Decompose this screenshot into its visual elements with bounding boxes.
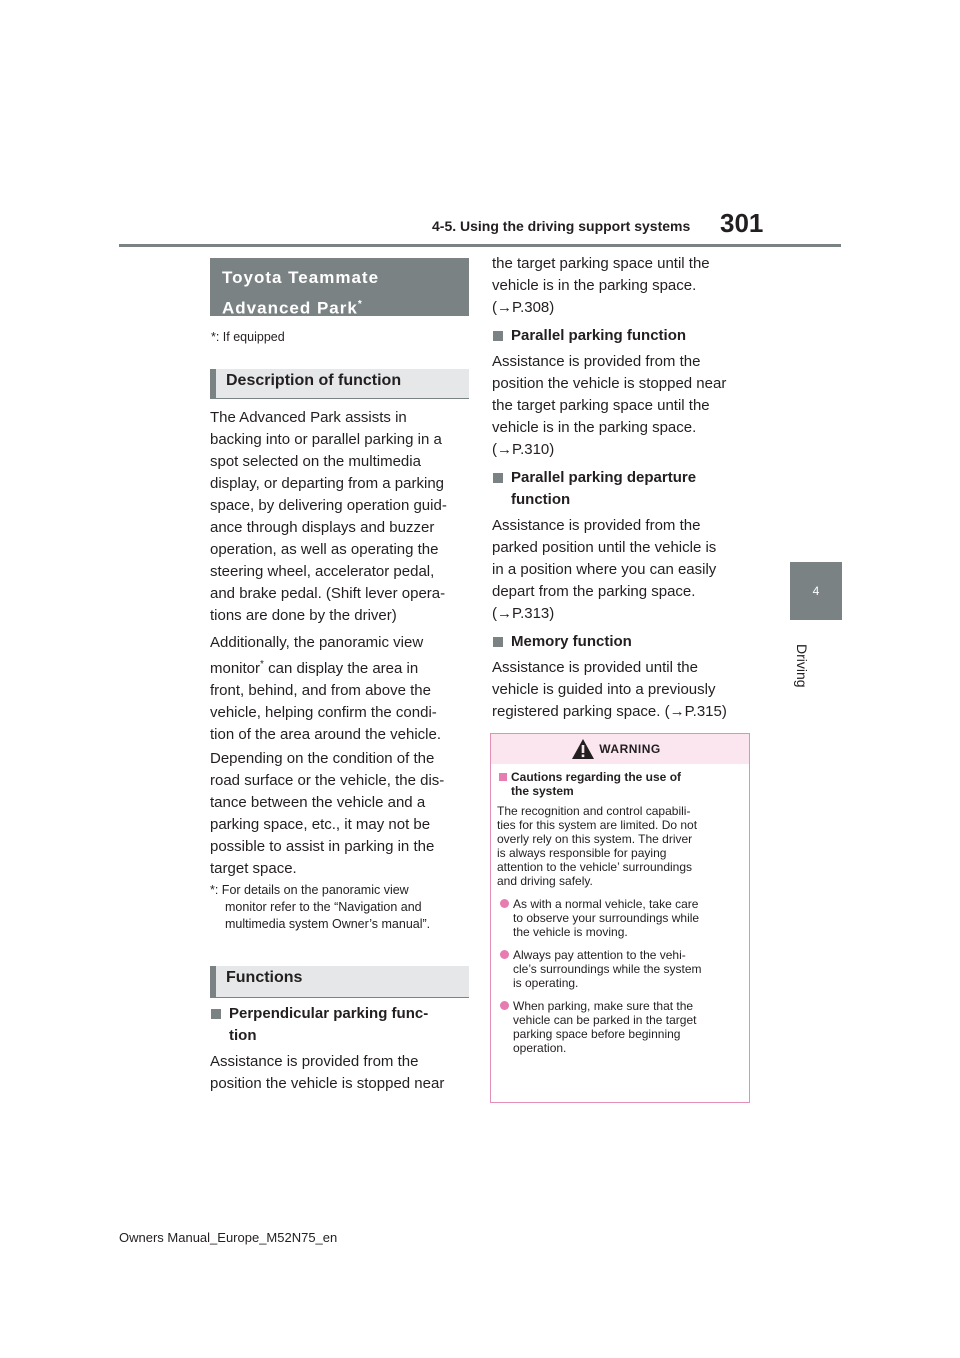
- text-line: overly rely on this system. The driver: [497, 832, 693, 846]
- text-line: operation.: [513, 1041, 567, 1055]
- text-line: position the vehicle is stopped near: [210, 1075, 445, 1092]
- text-line: As with a normal vehicle, take care: [513, 897, 699, 911]
- perpendicular-heading: [210, 1003, 470, 1047]
- heading-line: the system: [511, 784, 574, 798]
- heading-line: function: [511, 491, 571, 508]
- text-line: operation, as well as operating the: [210, 541, 439, 558]
- text-line: and driving safely.: [497, 874, 593, 888]
- text-line: The Advanced Park assists in: [210, 409, 407, 426]
- text-span: monitor: [210, 660, 261, 677]
- caution-body: [497, 804, 745, 888]
- text-line: cle’s surroundings while the system: [513, 962, 702, 976]
- text-line: vehicle can be parked in the target: [513, 1013, 697, 1027]
- warning-box: [490, 733, 750, 1103]
- text-line: The recognition and control capabili-: [497, 804, 691, 818]
- perpendicular-body-continued: [492, 253, 752, 319]
- text-line: parking space before beginning: [513, 1027, 681, 1041]
- text-line: Always pay attention to the vehi-: [513, 948, 686, 962]
- text-line: ties for this system are limited. Do not: [497, 818, 698, 832]
- text-line: steering wheel, accelerator pedal,: [210, 563, 435, 580]
- description-paragraph-3: [210, 748, 470, 880]
- page-reference-link[interactable]: registered parking space. (→P.315): [492, 703, 727, 720]
- text-line: and brake pedal. (Shift lever opera-: [210, 585, 446, 602]
- page-number: 301: [720, 208, 764, 238]
- functions-heading: Functions: [210, 966, 469, 998]
- page-reference-link[interactable]: (→P.308): [492, 299, 555, 316]
- heading-line: Perpendicular parking func-: [229, 1005, 429, 1022]
- perpendicular-body: [210, 1051, 470, 1095]
- text-line: [210, 654, 470, 680]
- text-line: parked position until the vehicle is: [492, 539, 717, 556]
- text-line: depart from the parking space.: [492, 583, 696, 600]
- chapter-number: 4: [812, 584, 820, 598]
- text-line: Assistance is provided from the: [492, 517, 701, 534]
- text-span: can display the area in: [263, 660, 419, 677]
- text-line: space, by delivering operation guid-: [210, 497, 447, 514]
- text-line: front, behind, and from above the: [210, 682, 431, 699]
- heading-line: Cautions regarding the use of: [511, 770, 682, 784]
- description-paragraph-1: [210, 407, 470, 627]
- footnote-line: *: For details on the panoramic view: [210, 883, 409, 897]
- header-rule: [119, 244, 841, 247]
- footnote-line: multimedia system Owner’s manual”.: [225, 917, 431, 931]
- text-line: spot selected on the multimedia: [210, 453, 421, 470]
- footnote-line: monitor refer to the “Navigation and: [225, 900, 422, 914]
- text-line: tion of the area around the vehicle.: [210, 726, 441, 743]
- main-title-text: Advanced Park: [222, 298, 358, 318]
- text-line: the vehicle is moving.: [513, 925, 628, 939]
- description-heading: Description of function: [210, 369, 469, 399]
- main-title-line2: [222, 291, 457, 322]
- heading-line: tion: [229, 1027, 257, 1044]
- text-line: backing into or parallel parking in a: [210, 431, 442, 448]
- main-title-line1: Toyota Teammate: [222, 268, 380, 287]
- chapter-label: Driving: [794, 644, 810, 688]
- heading-line: Parallel parking departure: [511, 469, 697, 486]
- description-paragraph-2: [210, 632, 470, 746]
- parallel-heading: Parallel parking function: [492, 325, 752, 347]
- chapter-tab[interactable]: [790, 562, 842, 620]
- text-line: in a position where you can easily: [492, 561, 717, 578]
- warning-bullet: [497, 999, 745, 1055]
- departure-heading: [492, 467, 752, 511]
- footnote-mark: *: [260, 659, 264, 670]
- text-line: tance between the vehicle and a: [210, 794, 426, 811]
- memory-section: [492, 631, 752, 723]
- text-line: attention to the vehicle’ surroundings: [497, 860, 693, 874]
- caution-heading: [497, 770, 745, 798]
- text-line: vehicle is in the parking space.: [492, 277, 697, 294]
- panoramic-footnote: [210, 882, 470, 933]
- text-line: to observe your surroundings while: [513, 911, 700, 925]
- text-line: parking space, etc., it may not be: [210, 816, 431, 833]
- text-line: Assistance is provided from the: [492, 353, 701, 370]
- main-title-mark: *: [357, 299, 363, 310]
- footer-text: Owners Manual_Europe_M52N75_en: [119, 1230, 338, 1245]
- text-line: position the vehicle is stopped near: [492, 375, 727, 392]
- text-line: vehicle is in the parking space.: [492, 419, 697, 436]
- text-line: Assistance is provided from the: [210, 1053, 419, 1070]
- parallel-section: [492, 325, 752, 461]
- text-line: vehicle is guided into a previously: [492, 681, 716, 698]
- perpendicular-section: [210, 1003, 470, 1095]
- departure-body: [492, 515, 752, 625]
- warning-bullet: [497, 897, 745, 939]
- parallel-body: [492, 351, 752, 461]
- text-line: Depending on the condition of the: [210, 750, 435, 767]
- text-line: road surface or the vehicle, the dis-: [210, 772, 445, 789]
- text-line: possible to assist in parking in the: [210, 838, 435, 855]
- text-line: Assistance is provided until the: [492, 659, 698, 676]
- text-line: the target parking space until the: [492, 397, 710, 414]
- main-title-box: [210, 258, 469, 316]
- text-line: vehicle, helping confirm the condi-: [210, 704, 437, 721]
- warning-title: WARNING: [599, 742, 661, 756]
- memory-body: [492, 657, 752, 723]
- text-line: ance through displays and buzzer: [210, 519, 435, 536]
- text-line: When parking, make sure that the: [513, 999, 694, 1013]
- page-reference-link[interactable]: (→P.313): [492, 605, 555, 622]
- text-line: Additionally, the panoramic view: [210, 634, 424, 651]
- if-equipped-note: *: If equipped: [211, 330, 285, 344]
- warning-content: [497, 770, 745, 1055]
- warning-header: [491, 734, 749, 764]
- page-reference-link[interactable]: (→P.310): [492, 441, 555, 458]
- text-line: display, or departing from a parking: [210, 475, 445, 492]
- departure-section: [492, 467, 752, 625]
- text-line: is operating.: [513, 976, 579, 990]
- text-line: target space.: [210, 860, 297, 877]
- text-line: the target parking space until the: [492, 255, 710, 272]
- warning-bullet: [497, 948, 745, 990]
- memory-heading: Memory function: [492, 631, 752, 653]
- text-line: tions are done by the driver): [210, 607, 397, 624]
- text-line: is always responsible for paying: [497, 846, 667, 860]
- section-title: 4-5. Using the driving support systems: [432, 218, 691, 234]
